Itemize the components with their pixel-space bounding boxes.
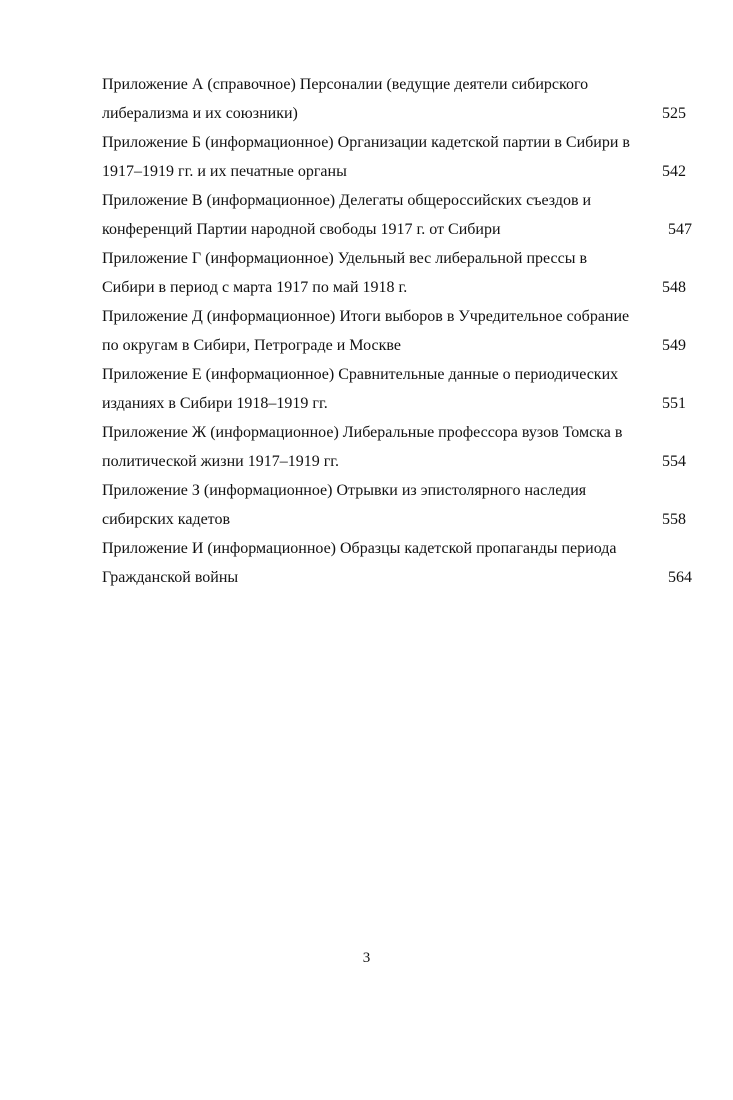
toc-entry-title-line2: сибирских кадетов [102, 511, 231, 528]
table-of-contents [102, 70, 692, 592]
toc-entry-title-line1: Приложение Г (информационное) Удельный вес либеральной прессы в [102, 250, 588, 267]
toc-entry-title-line2: либерализма и их союзники) [102, 105, 298, 122]
toc-entry-title-line1: Приложение Б (информационное) Организации кадетской партии в Сибири в [102, 134, 630, 151]
toc-entry-appendix-z [102, 476, 692, 534]
toc-entry-title-line1: Приложение Д (информационное) Итоги выборов в Учредительное собрание [102, 308, 630, 325]
toc-entry-title-line2: 1917–1919 гг. и их печатные органы [102, 163, 347, 180]
toc-entry-title-line2: конференций Партии народной свободы 1917 г. от Сибири [102, 221, 501, 238]
toc-entry-title-line2: Гражданской войны [102, 569, 239, 586]
toc-entry-title-line2: Сибири в период с марта 1917 по май 1918 г. [102, 279, 408, 296]
toc-entry-appendix-g [102, 244, 692, 302]
toc-entry-page-number: 558 [662, 511, 686, 528]
toc-entry-page-number: 564 [668, 569, 692, 586]
toc-entry-page-number: 549 [662, 337, 686, 354]
toc-entry-appendix-d [102, 302, 692, 360]
toc-entry-title-line1: Приложение И (информационное) Образцы кадетской пропаганды периода [102, 540, 617, 557]
toc-entry-appendix-b [102, 128, 692, 186]
toc-entry-appendix-a [102, 70, 692, 128]
page-number: 3 [362, 950, 371, 966]
toc-entry-appendix-i [102, 534, 692, 592]
toc-entry-title-line1: Приложение В (информационное) Делегаты общероссийских съездов и [102, 192, 592, 209]
toc-entry-title-line1: Приложение А (справочное) Персоналии (ведущие деятели сибирского [102, 76, 589, 93]
toc-entry-page-number: 548 [662, 279, 686, 296]
toc-entry-title-line1: Приложение Е (информационное) Сравнительные данные о периодических [102, 366, 619, 383]
toc-entry-title-line2: политической жизни 1917–1919 гг. [102, 453, 340, 470]
toc-entry-page-number: 547 [668, 221, 692, 238]
toc-entry-title-line2: по округам в Сибири, Петрограде и Москве [102, 337, 401, 354]
toc-entry-title-line1: Приложение З (информационное) Отрывки из эпистолярного наследия [102, 482, 587, 499]
toc-entry-appendix-v [102, 186, 692, 244]
toc-entry-page-number: 551 [662, 395, 686, 412]
toc-entry-page-number: 542 [662, 163, 686, 180]
toc-entry-title-line1: Приложение Ж (информационное) Либеральные профессора вузов Томска в [102, 424, 623, 441]
toc-entry-page-number: 554 [662, 453, 686, 470]
toc-entry-title-line2: изданиях в Сибири 1918–1919 гг. [102, 395, 328, 412]
toc-entry-page-number: 525 [662, 105, 686, 122]
toc-entry-appendix-e [102, 360, 692, 418]
toc-entry-appendix-zh [102, 418, 692, 476]
